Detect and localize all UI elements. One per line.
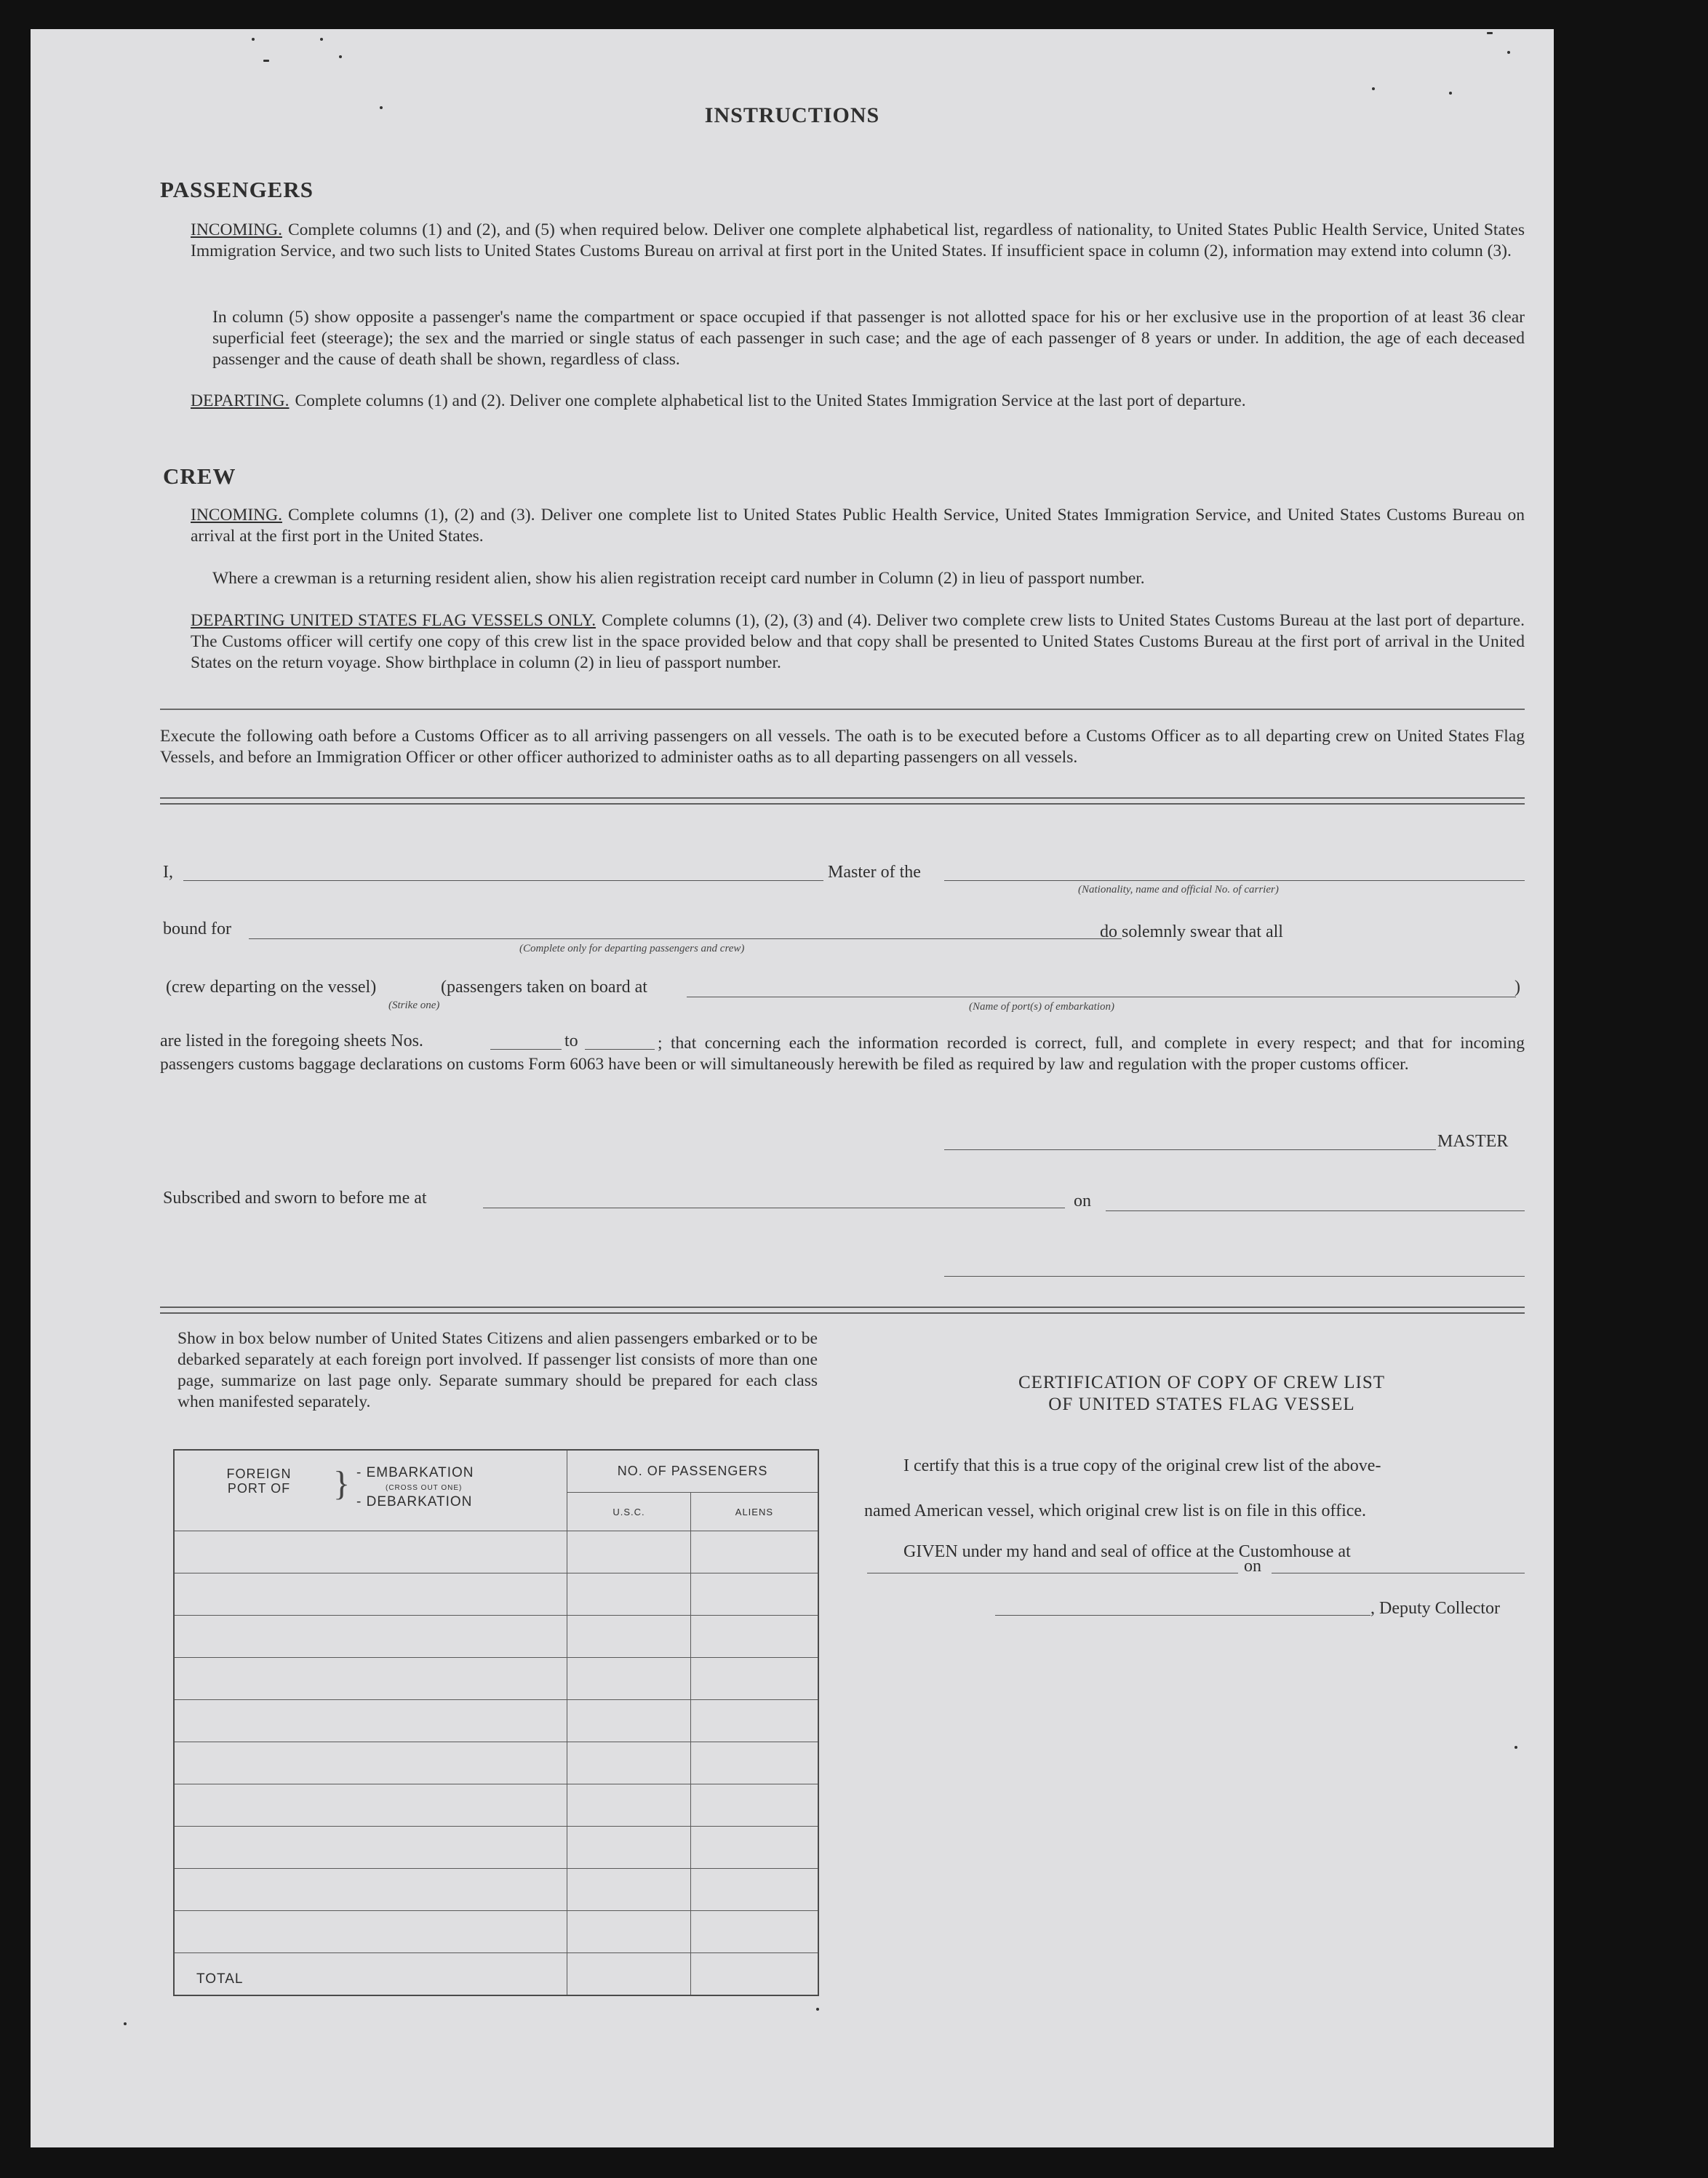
crew-incoming-lead: INCOMING. [191, 506, 282, 524]
passengers-heading: PASSENGERS [160, 177, 314, 202]
summary-row [174, 1531, 818, 1573]
summary-row [174, 1700, 818, 1742]
certification-title-line1: CERTIFICATION OF COPY OF CREW LIST [1018, 1373, 1386, 1392]
passengers-departing-paragraph [191, 391, 1525, 412]
port-cell[interactable] [174, 1573, 567, 1616]
departing-hint: (Complete only for departing passengers and crew) [519, 943, 745, 954]
scan-speck [1515, 1746, 1517, 1749]
sheets-to-label: to [564, 1032, 578, 1050]
sworn-date-field[interactable] [1106, 1210, 1525, 1211]
sheets-prefix: are listed in the foregoing sheets Nos. [160, 1032, 423, 1050]
strike-one-hint: (Strike one) [388, 1000, 440, 1011]
sworn-on-label: on [1074, 1192, 1091, 1210]
ports-hint: (Name of port(s) of embarkation) [969, 1001, 1114, 1013]
subscribed-label: Subscribed and sworn to before me at [163, 1189, 427, 1208]
master-of-the-label: Master of the [828, 863, 921, 882]
brace-icon: } [333, 1464, 351, 1503]
aliens-cell[interactable] [690, 1911, 818, 1953]
port-cell[interactable] [174, 1869, 567, 1911]
no-of-passengers-header: NO. OF PASSENGERS [567, 1450, 818, 1493]
passengers-column5-paragraph: In column (5) show opposite a passenger's name the compartment or space occupied if that passenger is not allotted space for his or her exclusive use in the proportion of at least 36 clear superficial feet (steerage); the sex and the married or single status of each passenger in such case; and the age of each passenger of 8 years or under. In addition, the age of each deceased passenger and the cause of death shall be shown, regardless of class. [212, 308, 1525, 369]
port-cell[interactable] [174, 1658, 567, 1700]
scan-speck [263, 60, 269, 62]
scan-speck [816, 2008, 819, 2011]
form-page [31, 29, 1554, 2147]
scan-speck [1372, 87, 1375, 90]
port-cell[interactable] [174, 1616, 567, 1658]
carrier-field[interactable] [944, 880, 1525, 881]
bound-for-field[interactable] [249, 938, 1122, 939]
summary-row [174, 1658, 818, 1700]
certify-line1: I certify that this is a true copy of the original crew list of the above- [903, 1456, 1381, 1475]
master-label: MASTER [1437, 1132, 1509, 1151]
port-cell[interactable] [174, 1911, 567, 1953]
certify-on-label: on [1244, 1557, 1261, 1576]
usc-cell[interactable] [567, 1869, 691, 1911]
scan-speck [1507, 51, 1510, 54]
port-cell[interactable] [174, 1827, 567, 1869]
port-cell[interactable] [174, 1700, 567, 1742]
passengers-incoming-lead: INCOMING. [191, 220, 282, 239]
deputy-collector-label: , Deputy Collector [1370, 1599, 1500, 1618]
scan-speck [124, 2022, 127, 2025]
master-signature-field[interactable] [944, 1149, 1436, 1150]
aliens-cell[interactable] [690, 1616, 818, 1658]
bound-for-label: bound for [163, 920, 231, 938]
cross-out-hint: (CROSS OUT ONE) [386, 1484, 463, 1492]
passengers-incoming-text: Complete columns (1) and (2), and (5) when required below. Deliver one complete alphabetical list, regardless of nationality, to United States Public Health Service, United States Immigration Service, and two such lists to United States Customs Bureau on arrival at first port in the United States. If insufficient space in column (2), information may extend into column (3). [191, 220, 1525, 260]
aliens-header: ALIENS [690, 1493, 818, 1531]
usc-cell[interactable] [567, 1700, 691, 1742]
crew-heading: CREW [163, 463, 236, 489]
oath-instruction-paragraph: Execute the following oath before a Customs Officer as to all arriving passengers on all vessels. The oath is to be executed before a Customs Officer as to all departing crew on United States Flag Vessels, and before an Immigration Officer or other officer authorized to administer oaths as to all departing passengers on all vessels. [160, 727, 1525, 767]
crew-departing-text: Complete columns (1), (2), (3) and (4). Deliver two complete crew lists to United States Customs Bureau at the last port of departure. The Customs officer will certify one copy of this crew list in the space provided below and that copy shall be presented to United States Customs Bureau at the first port of arrival in the United States on the return voyage. Show birthplace in column (2) in lieu of passport number. [191, 611, 1525, 672]
aliens-cell[interactable] [690, 1742, 818, 1784]
crew-departing-lead: DEPARTING UNITED STATES FLAG VESSELS ONLY. [191, 611, 596, 630]
foreign-port-of-label: FOREIGN PORT OF [226, 1467, 292, 1496]
usc-cell[interactable] [567, 1911, 691, 1953]
usc-cell[interactable] [567, 1742, 691, 1784]
summary-row [174, 1911, 818, 1953]
aliens-cell[interactable] [690, 1700, 818, 1742]
usc-cell[interactable] [567, 1784, 691, 1827]
section-divider [160, 709, 1525, 710]
crew-alien-paragraph: Where a crewman is a returning resident alien, show his alien registration receipt card number in Column (2) in lieu of passport number. [212, 569, 1145, 588]
passenger-summary-table [173, 1449, 819, 1996]
usc-cell[interactable] [567, 1827, 691, 1869]
summary-row [174, 1616, 818, 1658]
scan-speck [339, 55, 342, 58]
total-label: TOTAL [174, 1953, 567, 1995]
double-rule-lower [160, 1307, 1525, 1314]
master-name-field[interactable] [183, 880, 823, 881]
usc-cell[interactable] [567, 1531, 691, 1573]
summary-row [174, 1827, 818, 1869]
summary-row [174, 1784, 818, 1827]
certification-title [889, 1372, 1515, 1416]
crew-departing-option[interactable]: (crew departing on the vessel) [166, 978, 377, 997]
scan-speck [252, 38, 255, 41]
deputy-signature-field[interactable] [995, 1615, 1370, 1616]
summary-intro: Show in box below number of United States Citizens and alien passengers embarked or to be debarked separately at each foreign port involved. If passenger list consists of more than one page, summarize on last page only. Separate summary should be prepared for each class when manifested separately. [177, 1329, 818, 1411]
nationality-hint: (Nationality, name and official No. of carrier) [1078, 884, 1279, 895]
aliens-cell[interactable] [690, 1869, 818, 1911]
scan-speck [320, 38, 323, 41]
summary-row [174, 1573, 818, 1616]
aliens-cell[interactable] [690, 1784, 818, 1827]
usc-header: U.S.C. [567, 1493, 691, 1531]
sheets-paragraph: ; that concerning each the information recorded is correct, full, and complete in every respect; and that for incoming passengers customs baggage declarations on customs Form 6063 have been or will simultaneously herewith be filed as required by law and regulation with the proper customs officer. [160, 1034, 1525, 1074]
debarkation-option[interactable]: - DEBARKATION [356, 1494, 473, 1509]
total-usc-cell[interactable] [567, 1953, 691, 1995]
certify-line3: GIVEN under my hand and seal of office at the Customhouse at [903, 1542, 1351, 1561]
crew-incoming-paragraph [191, 505, 1525, 547]
page-title: INSTRUCTIONS [704, 103, 880, 127]
aliens-cell[interactable] [690, 1531, 818, 1573]
certification-title-line2: OF UNITED STATES FLAG VESSEL [1048, 1395, 1355, 1414]
port-cell[interactable] [174, 1531, 567, 1573]
usc-cell[interactable] [567, 1573, 691, 1616]
passengers-departing-lead: DEPARTING. [191, 391, 290, 410]
aliens-cell[interactable] [690, 1658, 818, 1700]
swear-label: do solemnly swear that all [1100, 922, 1283, 941]
passengers-departing-text: Complete columns (1) and (2). Deliver one complete alphabetical list to the United States Immigration Service at the last port of departure. [295, 391, 1246, 410]
usc-cell[interactable] [567, 1658, 691, 1700]
double-rule [160, 797, 1525, 805]
summary-row [174, 1869, 818, 1911]
crew-incoming-text: Complete columns (1), (2) and (3). Deliver one complete list to United States Public Health Service, United States Immigration Service, and United States Customs Bureau on arrival at the first port in the United States. [191, 506, 1525, 546]
embarkation-option[interactable]: - EMBARKATION [356, 1465, 474, 1480]
summary-row [174, 1742, 818, 1784]
scan-speck [1487, 32, 1493, 34]
scan-speck [1449, 92, 1452, 95]
aliens-cell[interactable] [690, 1827, 818, 1869]
port-cell[interactable] [174, 1784, 567, 1827]
certify-line2: named American vessel, which original crew list is on file in this office. [864, 1501, 1367, 1520]
officer-signature-field[interactable] [944, 1276, 1525, 1277]
total-aliens-cell[interactable] [690, 1953, 818, 1995]
crew-departing-paragraph [191, 610, 1525, 674]
aliens-cell[interactable] [690, 1573, 818, 1616]
port-column-header [174, 1450, 567, 1531]
oath-i-label: I, [163, 863, 173, 882]
close-paren: ) [1515, 978, 1520, 997]
port-cell[interactable] [174, 1742, 567, 1784]
passengers-taken-option[interactable]: (passengers taken on board at [441, 978, 647, 997]
usc-cell[interactable] [567, 1616, 691, 1658]
passengers-incoming-paragraph [191, 220, 1525, 262]
